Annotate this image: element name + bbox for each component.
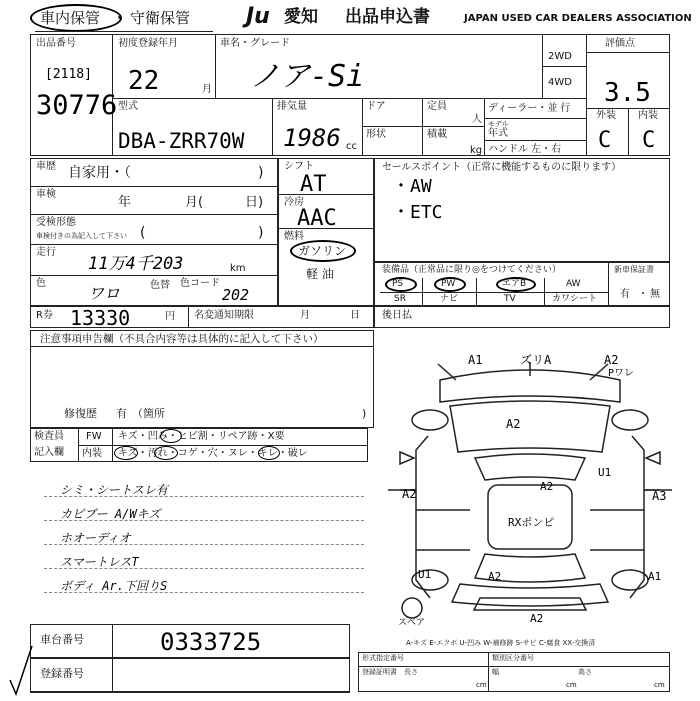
org-name: 愛知 <box>284 7 318 27</box>
exterior-value: C <box>598 128 612 153</box>
month-label: 月 <box>202 84 212 95</box>
inspection-year: 年 <box>118 195 132 210</box>
interior-items: キズ・汚れ・コゲ・穴・ヌレ・キレ・破レ <box>118 448 308 459</box>
pw-label: PW <box>441 279 456 289</box>
shape-label: 形状 <box>366 129 386 140</box>
name-change-label: 名変通知期限 <box>194 310 254 321</box>
nc-day: 日 <box>350 310 360 321</box>
sr-label: SR <box>394 294 406 304</box>
recycle-value: 13330 <box>70 306 131 330</box>
yen-label: 円 <box>165 311 175 322</box>
ju-logo: Ju <box>246 4 270 29</box>
back-pay-label: 後日払 <box>382 310 412 321</box>
inspection-day: 日) <box>245 195 264 210</box>
selling-point-1: ・AW <box>392 176 432 197</box>
lot-number: 30776 <box>36 90 118 121</box>
wheel-fr <box>612 410 648 430</box>
mark-pawa: Pワレ <box>608 368 635 379</box>
new-warranty-label: 新車保証書 <box>614 265 654 274</box>
lot-small: [2118] <box>45 67 92 82</box>
score-label: 評価点 <box>605 38 635 49</box>
exterior-label: 外装 <box>596 110 616 121</box>
repair-label: 修復歴 <box>64 407 97 420</box>
chassis-value: 0333725 <box>160 628 262 656</box>
ac-value: AAC <box>297 206 337 231</box>
mileage-value: 11万4千203 <box>88 254 184 274</box>
warranty-have: 有 <box>620 289 630 300</box>
color-label: 色 <box>36 278 46 289</box>
note-4: スマートレスT <box>60 555 139 569</box>
leather-label: カワシート <box>552 294 598 304</box>
person-label: 人 <box>472 114 482 125</box>
stamp-sep: ・ <box>112 9 128 27</box>
4wd-label: 4WD <box>548 77 572 88</box>
spare-tire <box>402 598 422 618</box>
model-label: 型式 <box>118 101 138 112</box>
model-year-label: モデル <box>488 120 509 128</box>
model-value: DBA-ZRR70W <box>118 129 245 153</box>
mileage-label: 走行 <box>36 247 56 258</box>
shift-value: AT <box>300 172 327 197</box>
first-reg-value: 22 <box>128 66 160 96</box>
selling-point-2: ・ETC <box>392 202 443 223</box>
mark-a2-rear-left: A2 <box>488 570 502 583</box>
receipt-paren-open: ( <box>140 225 146 241</box>
color-change-label: 色替 <box>150 280 170 291</box>
warranty-none: 無 <box>650 289 660 300</box>
tv-label: TV <box>504 294 516 304</box>
cm-1: cm <box>476 681 487 689</box>
note-5: ボディ Ar.下回りS <box>60 579 168 593</box>
displacement-value: 1986 <box>283 124 341 152</box>
color-code-label: 色コード <box>180 278 220 289</box>
right-side <box>630 436 644 598</box>
reg-cert: 登録証明書 <box>362 668 397 676</box>
mark-a2-right: A2 <box>604 353 619 367</box>
mark-a1-rear-right: A1 <box>648 570 662 583</box>
notes-title: 注意事項申告欄（不具合内容等は具体的に記入して下さい） <box>40 333 324 345</box>
car-name-label: 車名・グレード <box>220 38 290 49</box>
check-mark <box>6 640 36 700</box>
rear-bumper <box>474 598 586 610</box>
nc-month: 月 <box>300 310 310 321</box>
inspection-month: 月( <box>185 195 204 210</box>
ps-label: PS <box>392 279 404 289</box>
2wd-label: 2WD <box>548 51 572 62</box>
width-label: 幅 <box>492 668 499 676</box>
fw-mark-circle <box>160 429 182 443</box>
color-code-value: 202 <box>222 286 250 304</box>
interior-row-label: 内装 <box>82 448 102 459</box>
inspector-label: 検査員 <box>34 431 64 442</box>
lot-number-label: 出品番号 <box>36 38 76 49</box>
km-label: km <box>230 263 246 274</box>
light-oil-label: 軽 油 <box>306 267 334 281</box>
interior-label: 内装 <box>638 110 658 121</box>
mark-zuri-a: ズリA <box>520 353 552 367</box>
cm-3: cm <box>654 681 665 689</box>
airbag-label: エアB <box>502 279 527 289</box>
windshield <box>475 454 585 480</box>
int-mark-circle-1 <box>114 446 138 460</box>
mark-a2-roof: A2 <box>540 480 554 493</box>
length-label: 長さ <box>404 668 418 676</box>
note-3: ホオーディオ <box>60 531 132 545</box>
displacement-label: 排気量 <box>277 101 307 112</box>
mark-a2-front: A2 <box>506 417 521 431</box>
first-reg-label: 初度登録年月 <box>118 38 178 49</box>
dealer-label: ディーラー・並 行 <box>488 103 571 114</box>
recycle-label: R券 <box>36 310 53 321</box>
english-title: JAPAN USED CAR DEALERS ASSOCIATION <box>464 13 692 24</box>
type-designation: 形式指定番号 <box>362 654 404 662</box>
height-label: 高さ <box>578 668 592 676</box>
reg-number-label: 登録番号 <box>40 667 84 680</box>
class-number: 類別区分番号 <box>492 654 534 662</box>
fuel-value: ガソリン <box>298 244 347 258</box>
int-mark-circle-3 <box>258 446 280 460</box>
ac-label: 冷房 <box>284 197 304 208</box>
header <box>0 0 700 32</box>
back-pay-box <box>374 306 670 328</box>
wheel-rr <box>612 570 648 590</box>
entry-label: 記入欄 <box>34 447 64 458</box>
capacity-label: 定員 <box>427 101 447 112</box>
cm-2: cm <box>566 681 577 689</box>
hood-outline <box>450 401 610 452</box>
receipt-note: 車検付きの為記入して下さい <box>36 232 127 240</box>
selling-points-label: セールスポイント（正常に機能するものに限ります） <box>382 162 622 173</box>
mark-rx-pos: RXポンピ <box>508 516 555 529</box>
wheel-fl <box>412 410 448 430</box>
equip-label: 装備品（正常品に限り◎をつけてください） <box>382 265 561 275</box>
score-value: 3.5 <box>604 78 651 108</box>
warranty-dot: ・ <box>638 289 648 300</box>
note-1: シミ・シートスレ有 <box>60 483 168 497</box>
mark-a2-bottom: A2 <box>530 612 544 625</box>
fw-items: キズ・凹み・ヒビ割・リペア跡・X要 <box>118 431 285 442</box>
legend: A-キズ E-エクボ U-凹み W-補修跡 S-サビ C-腐食 XX-交換済 <box>406 639 596 647</box>
inspection-label: 車検 <box>36 189 56 200</box>
navi-label: ナビ <box>440 294 459 304</box>
mark-u1-left: U1 <box>418 568 432 581</box>
car-diagram <box>380 340 680 630</box>
car-name-value: ノア-Si <box>250 59 365 94</box>
history-label: 車歴 <box>36 161 56 172</box>
history-value: 自家用・（ <box>68 165 131 181</box>
mark-u1-right: U1 <box>598 466 612 479</box>
handle-label: ハンドル 左・右 <box>488 144 562 155</box>
cc-label: cc <box>346 141 357 152</box>
receipt-label: 受検形態 <box>36 217 76 228</box>
mark-a1-left: A1 <box>468 353 483 367</box>
chassis-label: 車台番号 <box>40 633 84 646</box>
receipt-paren-close: ) <box>258 225 264 241</box>
spare-label: スペア <box>398 618 426 628</box>
doors-label: ドア <box>366 101 386 112</box>
rear-hatch <box>452 584 608 606</box>
int-mark-circle-2 <box>154 446 178 460</box>
kg-label: kg <box>470 145 483 156</box>
year-type-label: 年式 <box>488 128 508 139</box>
shift-label: シフト <box>284 161 314 172</box>
handwritten-notes <box>30 462 368 612</box>
form-title: 出品申込書 <box>345 7 430 27</box>
repair-part: （箇所 <box>132 407 165 420</box>
history-close: ) <box>258 165 264 181</box>
repair-yes: 有 <box>116 407 127 420</box>
stamp-right: 守衛保管 <box>130 9 191 27</box>
mark-a3-right: A3 <box>652 489 667 503</box>
interior-value: C <box>642 128 656 153</box>
color-value: ワロ <box>88 284 121 303</box>
fw-label: FW <box>86 431 102 442</box>
fuel-label: 燃料 <box>284 231 304 242</box>
mark-a2-left: A2 <box>402 487 417 501</box>
stamp-left: 車内保管 <box>40 9 101 27</box>
load-label: 積載 <box>427 129 447 140</box>
aw-label: AW <box>566 279 581 289</box>
note-2: カピブー A/Wキズ <box>60 507 161 521</box>
stamp-box <box>35 8 213 32</box>
repair-close: ) <box>362 407 367 420</box>
